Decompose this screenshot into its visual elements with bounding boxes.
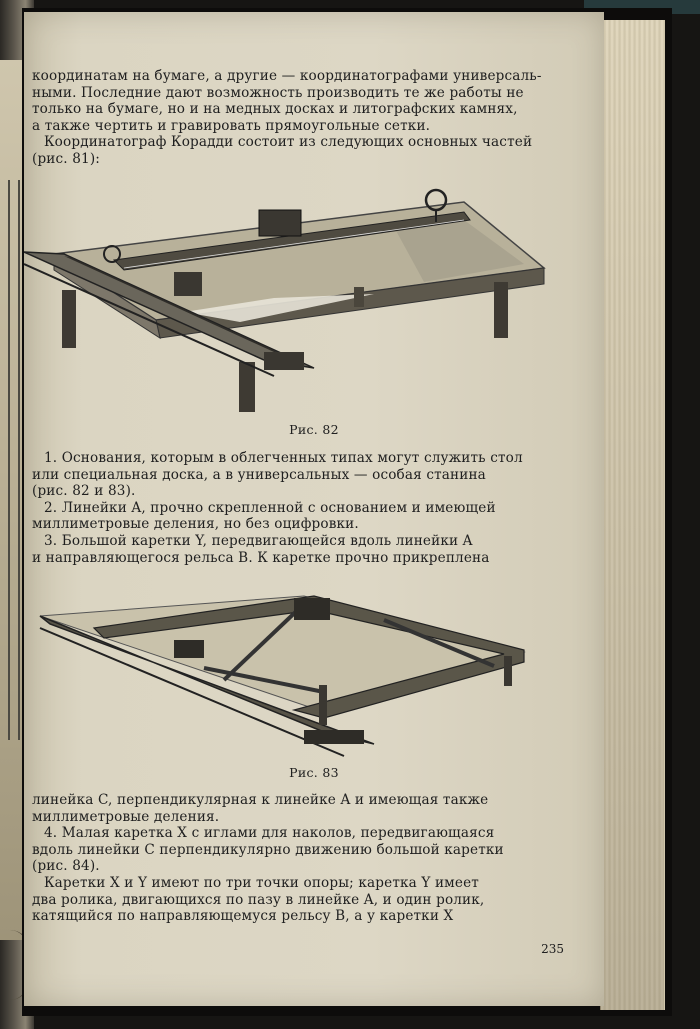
text-line: Каретки X и Y имеют по три точки опоры; каретка Y имеет — [44, 874, 479, 891]
text-line: (рис. 81): — [32, 150, 101, 167]
text-line: 3. Большой каретки Y, передвигающейся вдоль линейки A — [44, 532, 473, 549]
figure-83-caption: Рис. 83 — [289, 765, 339, 780]
text-line: только на бумаге, но и на медных досках и литографских камнях, — [32, 101, 518, 118]
text-line: 1. Основания, которым в облегченных типах могут служить стол — [44, 450, 523, 466]
text-line: вдоль линейки C перпендикулярно движению большой каретки — [32, 841, 504, 858]
book-page — [24, 12, 604, 1006]
carriage-X — [259, 210, 301, 236]
left-page-line — [18, 180, 20, 740]
carriage-X — [294, 598, 330, 620]
table-leg — [62, 290, 76, 348]
text-line: Координатограф Корадди состоит из следующих основных частей — [44, 134, 533, 151]
left-page-line — [8, 180, 10, 740]
text-line: 4. Малая каретка X с иглами для наколов, передвигающаяся — [44, 825, 495, 842]
text-line: а также чертить и гравировать прямоугольные сетки. — [32, 117, 431, 134]
text-line: линейка C, перпендикулярная к линейке A и имеющая также — [32, 792, 489, 808]
top-paragraph — [32, 68, 580, 168]
ruler-end-block — [304, 730, 364, 744]
text-line: катящийся по направляющемуся рельсу B, а у каретки X — [32, 908, 454, 925]
table-leg — [354, 287, 364, 307]
text-line: ными. Последние дают возможность производить те же работы не — [32, 84, 524, 101]
text-line: и направляющегося рельса B. К каретке прочно прикреплена — [32, 549, 490, 566]
text-line: миллиметровые деления, но без оцифровки. — [32, 516, 359, 533]
text-line: или специальная доска, а в универсальных — особая станина — [32, 466, 486, 483]
figure-82-caption: Рис. 82 — [289, 422, 339, 437]
table-leg — [239, 362, 255, 412]
text-line: миллиметровые деления. — [32, 808, 220, 825]
frame-leg — [319, 685, 327, 725]
text-line: 2. Линейки A, прочно скрепленной с основанием и имеющей — [44, 499, 496, 516]
frame-leg — [504, 656, 512, 686]
figure-82-coordinatograph-table — [24, 172, 584, 422]
page-number: 235 — [541, 942, 564, 956]
table-leg — [494, 282, 508, 338]
figure-83-universal-frame — [24, 580, 584, 764]
bottom-paragraph — [32, 792, 580, 925]
text-line: два ролика, двигающихся по пазу в линейке A, и один ролик, — [32, 891, 485, 908]
page-stack-shade — [600, 20, 664, 1010]
carriage-Y — [174, 272, 202, 296]
middle-paragraph — [32, 450, 580, 566]
carriage-Y — [174, 640, 204, 658]
text-line: (рис. 82 и 83). — [32, 483, 136, 500]
text-line: координатам на бумаге, а другие — координатографами универсаль- — [32, 68, 542, 84]
ruler-end-block — [264, 352, 304, 370]
text-line: (рис. 84). — [32, 858, 100, 875]
